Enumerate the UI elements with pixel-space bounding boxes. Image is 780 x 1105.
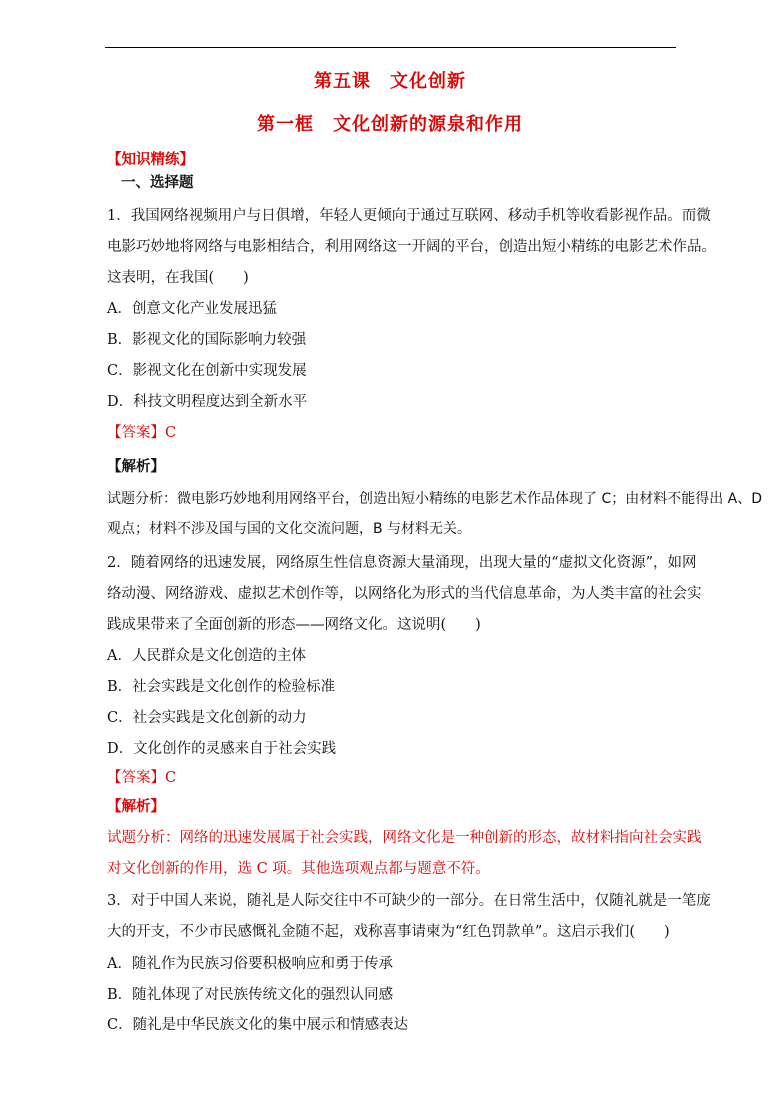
section-heading: 一、选择题: [121, 174, 194, 191]
q2-analysis-line: 对文化创新的作用，选 C 项。其他选项观点都与题意不符。: [107, 861, 490, 877]
page-subtitle: 第一框 文化创新的源泉和作用: [257, 114, 523, 135]
q2-option-a: A．人民群众是文化创造的主体: [107, 648, 306, 664]
q2-analysis-line: 试题分析：网络的迅速发展属于社会实践，网络文化是一种创新的形态，故材料指向社会实践: [107, 830, 702, 846]
q1-option-a: A．创意文化产业发展迅猛: [107, 301, 277, 317]
q2-option-d: D．文化创作的灵感来自于社会实践: [107, 741, 337, 757]
q2-option-b: B．社会实践是文化创作的检验标准: [107, 679, 336, 695]
q3-stem-line: 3．对于中国人来说，随礼是人际交往中不可缺少的一部分。在日常生活中，仅随礼就是一笔庞: [107, 893, 711, 909]
q1-analysis-label: 【解析】: [107, 458, 165, 475]
q1-option-b: B．影视文化的国际影响力较强: [107, 332, 307, 348]
q3-option-c: C．随礼是中华民族文化的集中展示和情感表达: [107, 1017, 409, 1033]
q1-analysis-line: 试题分析：微电影巧妙地利用网络平台，创造出短小精练的电影艺术作品体现了 C；由材料不能得出 A、D: [107, 491, 763, 507]
q1-stem-line: 电影巧妙地将网络与电影相结合，利用网络这一开阔的平台，创造出短小精练的电影艺术作品。: [107, 239, 716, 255]
q2-stem-line: 2．随着网络的迅速发展，网络原生性信息资源大量涌现，出现大量的“虚拟文化资源”，如网: [107, 555, 697, 571]
q1-option-c: C．影视文化在创新中实现发展: [107, 363, 307, 379]
q2-stem-line: 践成果带来了全面创新的形态——网络文化。这说明( ): [107, 617, 481, 633]
q1-option-d: D．科技文明程度达到全新水平: [107, 394, 308, 410]
q1-stem-line: 1．我国网络视频用户与日俱增，年轻人更倾向于通过互联网、移动手机等收看影视作品。而微: [107, 208, 711, 224]
q3-option-a: A．随礼作为民族习俗要积极响应和勇于传承: [107, 956, 393, 972]
q1-stem-line: 这表明，在我国( ): [107, 270, 249, 286]
q2-option-c: C．社会实践是文化创新的动力: [107, 710, 307, 726]
q1-answer: 【答案】C: [107, 425, 177, 441]
header-rule: [105, 47, 676, 48]
q3-option-b: B．随礼体现了对民族传统文化的强烈认同感: [107, 987, 394, 1003]
q3-stem-line: 大的开支，不少市民感慨礼金随不起，戏称喜事请柬为“红色罚款单”。这启示我们( ): [107, 924, 670, 940]
section-tag: 【知识精练】: [107, 151, 194, 168]
q2-answer: 【答案】C: [107, 770, 177, 786]
q2-stem-line: 络动漫、网络游戏、虚拟艺术创作等，以网络化为形式的当代信息革命，为人类丰富的社会实: [107, 586, 702, 602]
q1-analysis-line: 观点；材料不涉及国与国的文化交流问题，B 与材料无关。: [107, 521, 472, 537]
q2-analysis-label: 【解析】: [107, 798, 165, 815]
page-title: 第五课 文化创新: [314, 71, 466, 92]
